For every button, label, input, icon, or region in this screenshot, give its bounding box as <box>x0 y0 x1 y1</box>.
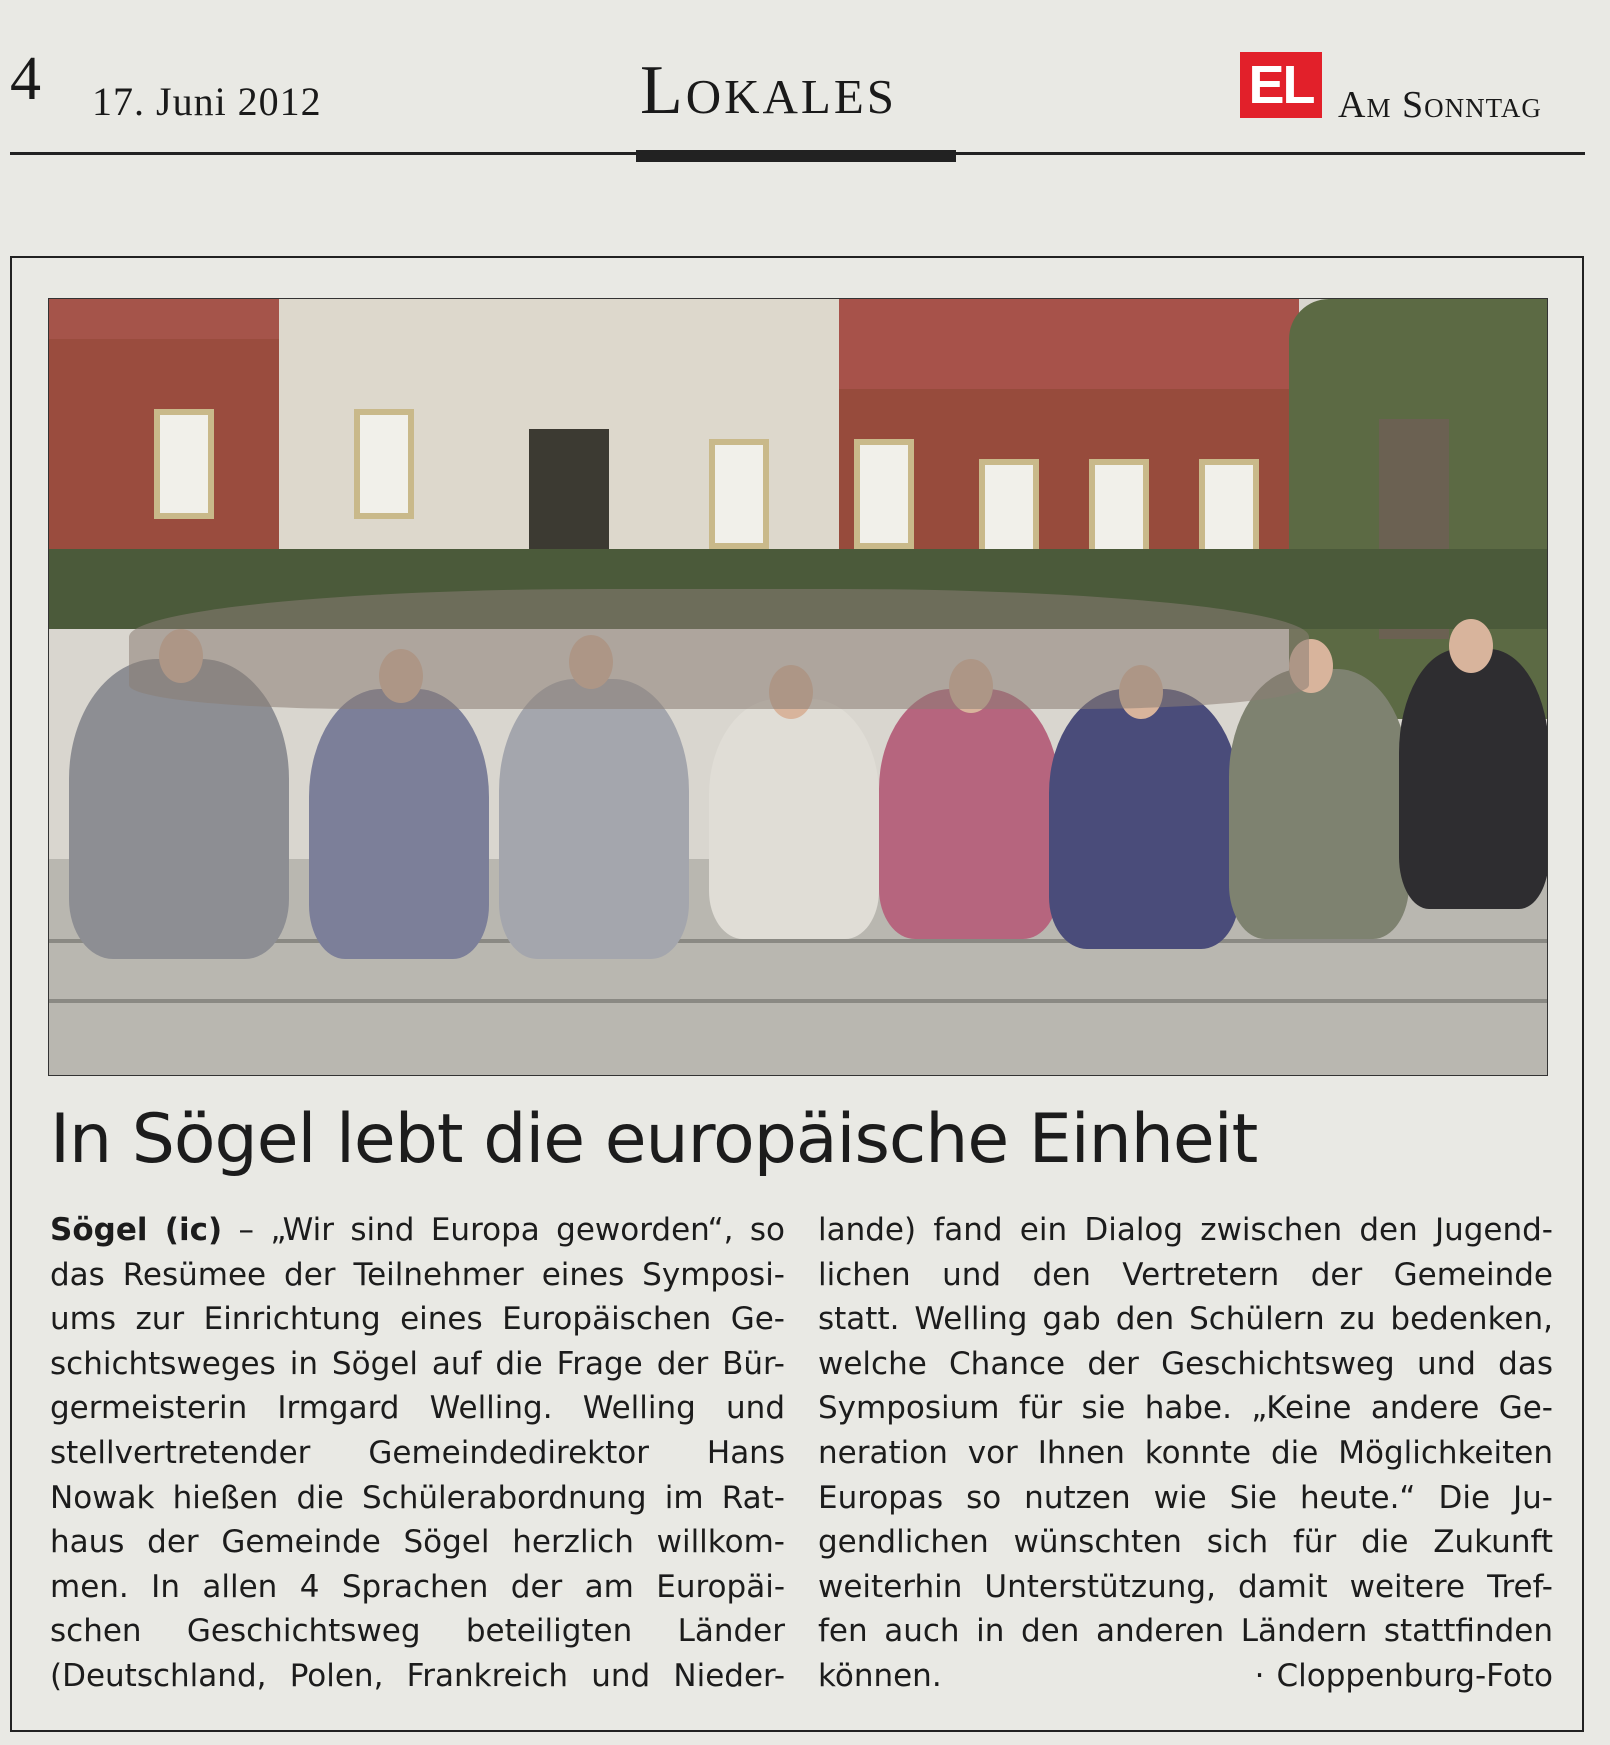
person <box>879 689 1059 939</box>
text-line: stellvertretender Gemeindedirektor Hans <box>50 1434 785 1471</box>
issue-date: 17. Juni 2012 <box>92 79 322 124</box>
text-line: gendlichen wünschten sich für die Zukunft <box>818 1524 1553 1561</box>
text-line: Sögel (ic) – „Wir sind Europa geworden“, so <box>50 1212 785 1248</box>
text-line: welche Chance der Geschichtsweg und das <box>818 1345 1553 1382</box>
text-line: fen auch in den anderen Ländern stattfinden <box>818 1613 1553 1650</box>
text-line: das Resümee der Teilnehmer eines Symposi- <box>50 1256 785 1293</box>
text-line: Nowak hießen die Schülerabordnung im Rat- <box>50 1479 785 1516</box>
text-line: schen Geschichtsweg beteiligten Länder <box>50 1613 785 1650</box>
text-line: lichen und den Vertretern der Gemeinde <box>818 1256 1553 1293</box>
text-line: Europas so nutzen wie Sie heute.“ Die Ju- <box>818 1479 1553 1516</box>
group-of-people <box>49 569 1548 989</box>
section-underline <box>636 150 956 162</box>
back-row-people <box>129 589 1309 709</box>
window <box>154 409 214 519</box>
article-column-right <box>818 1208 1553 1699</box>
roof-left <box>49 299 279 339</box>
window <box>354 409 414 519</box>
text-line: weiterhin Unterstützung, damit weitere Tref- <box>818 1568 1553 1605</box>
person <box>1049 689 1239 949</box>
person-head <box>1449 619 1493 673</box>
text-line: (Deutschland, Polen, Frankreich und Nieder- <box>50 1657 785 1694</box>
edition-name: Am Sonntag <box>1338 84 1542 126</box>
dateline: Sögel (ic) <box>50 1212 223 1248</box>
window <box>709 439 769 549</box>
text-line: haus der Gemeinde Sögel herzlich willkom- <box>50 1524 785 1561</box>
person <box>1399 649 1548 909</box>
article-column-left <box>50 1208 785 1699</box>
page-number: 4 <box>10 45 41 113</box>
person <box>709 699 879 939</box>
text-line: statt. Welling gab den Schülern zu bedenken, <box>818 1301 1553 1338</box>
text-line: ums zur Einrichtung eines Europäischen Ge- <box>50 1301 785 1338</box>
newspaper-logo: EL <box>1240 52 1322 118</box>
photo-credit: · Cloppenburg-Foto <box>1254 1657 1553 1694</box>
text-line: lande) fand ein Dialog zwischen den Jugend- <box>818 1212 1553 1248</box>
person <box>309 689 489 959</box>
section-title: Lokales <box>640 52 898 129</box>
text-line: Symposium für sie habe. „Keine andere Ge- <box>818 1390 1553 1427</box>
article-headline: In Sögel lebt die europäische Einheit <box>50 1100 1258 1179</box>
text-line: neration vor Ihnen konnte die Möglichkeiten <box>818 1434 1553 1471</box>
person <box>499 679 689 959</box>
text-line: schichtsweges in Sögel auf die Frage der Bür- <box>50 1345 785 1382</box>
roof-right <box>839 299 1299 389</box>
window <box>854 439 914 549</box>
person <box>1229 669 1409 939</box>
text-line: men. In allen 4 Sprachen der am Europäi- <box>50 1568 785 1605</box>
step-edge <box>49 999 1548 1003</box>
group-photo-image <box>48 298 1548 1076</box>
text-line: können. · Cloppenburg-Foto <box>818 1654 1553 1699</box>
text-line: germeisterin Irmgard Welling. Welling und <box>50 1390 785 1427</box>
